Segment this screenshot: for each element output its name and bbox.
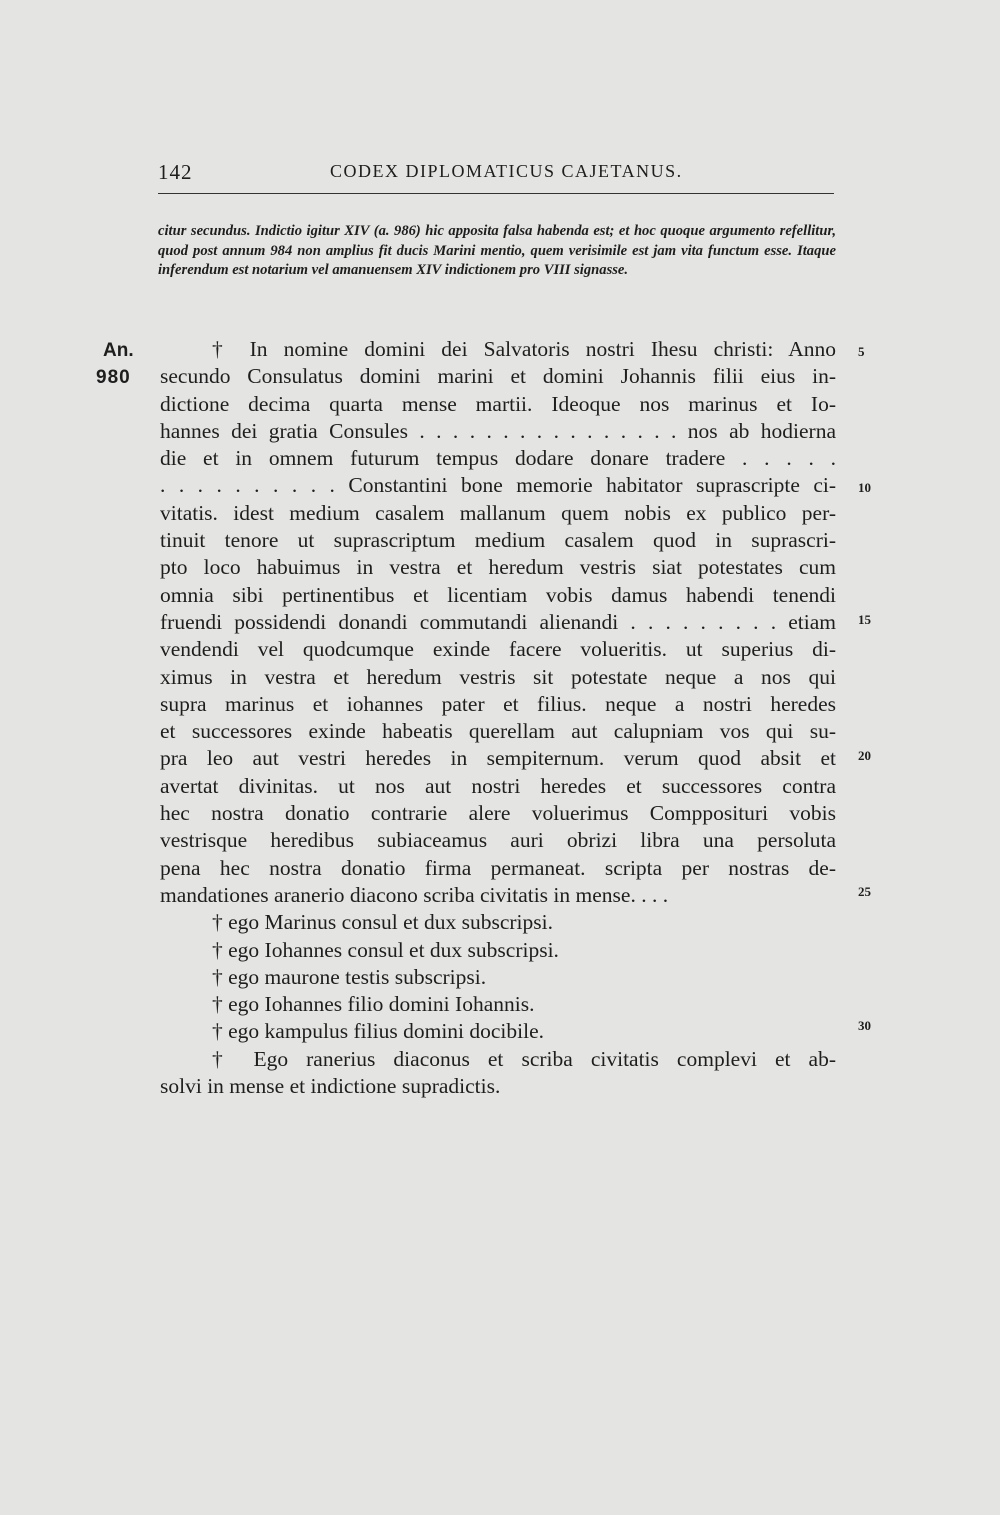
page-header (158, 160, 838, 190)
line-number: 5 (858, 344, 865, 359)
body-line: hec nostra donatio contrarie alere voluerimus Compposituri vobis (160, 801, 836, 826)
line-number: 10 (858, 480, 871, 495)
body-line: pto loco habuimus in vestra et heredum vestris siat potestates cum (160, 555, 836, 580)
body-line: secundo Consulatus domini marini et domini Johannis filii eius in- (160, 364, 836, 389)
body-line: † In nomine domini dei Salvatoris nostri Ihesu christi: Anno (212, 337, 836, 361)
body-line: solvi in mense et indictione supradictis. (160, 1074, 501, 1099)
header-rule (158, 193, 834, 194)
footnote: citur secundus. Indictio igitur XIV (a. 986) hic apposita falsa habenda est; et hoc quoque argumento refellitur, quod post annum 984 non amplius fit ducis Marini mentio, quem verisimile est jam vita functum esse. Itaque inferendum est notarium vel amanuensem XIV indictionem pro VIII signasse. (158, 223, 836, 279)
body-line: ximus in vestra et heredum vestris sit potestate neque a nos qui (160, 664, 836, 689)
body-line: avertat divinitas. ut nos aut nostri heredes et successores contra (160, 773, 836, 798)
body-line: vitatis. idest medium casalem mallanum quem nobis ex publico per- (160, 500, 836, 525)
line-number: 15 (858, 612, 871, 627)
running-title: CODEX DIPLOMATICUS CAJETANUS. (330, 161, 683, 181)
body-line: vestrisque heredibus subiaceamus auri obrizi libra una persoluta (160, 828, 836, 853)
signature-line: † ego Iohannes consul et dux subscripsi. (212, 937, 559, 962)
body-line: tinuit tenore ut suprascriptum medium casalem quod in suprascri- (160, 528, 836, 553)
body-line: pena hec nostra donatio firma permaneat. scripta per nostras de- (160, 855, 836, 880)
signature-line: † ego maurone testis subscripsi. (212, 964, 487, 989)
year-label-an: An. (103, 340, 134, 361)
body-line: et successores exinde habeatis querellam aut calupniam vos qui su- (160, 719, 836, 744)
signature-line: † ego kampulus filius domini docibile. (212, 1019, 545, 1044)
body-line: mandationes aranerio diacono scriba civitatis in mense. . . . (160, 882, 669, 907)
signature-line: † ego Marinus consul et dux subscripsi. (212, 910, 553, 935)
body-line: supra marinus et iohannes pater et filius. neque a nostri heredes (160, 691, 836, 716)
body-line: pra leo aut vestri heredes in sempiternum. verum quod absit et (160, 746, 836, 771)
body-line: dictione decima quarta mense martii. Ideoque nos marinus et Io- (160, 391, 836, 416)
signature-line: † Ego ranerius diaconus et scriba civitatis complevi et ab- (212, 1046, 836, 1071)
body-line: omnia sibi pertinentibus et licentiam vobis damus habendi tenendi (160, 582, 836, 607)
page-number: 142 (158, 160, 193, 184)
document-body (160, 336, 836, 1100)
line-number: 20 (858, 748, 871, 763)
body-line: fruendi possidendi donandi commutandi alienandi . . . . . . . . . etiam (160, 609, 836, 634)
signature-line: † ego Iohannes filio domini Iohannis. (212, 992, 535, 1017)
body-line: vendendi vel quodcumque exinde facere volueritis. ut superius di- (160, 637, 836, 662)
body-line: die et in omnem futurum tempus dodare donare tradere . . . . . (160, 446, 836, 471)
body-line: . . . . . . . . . . Constantini bone memorie habitator suprascripte ci- (160, 473, 836, 498)
body-line: hannes dei gratia Consules . . . . . . . . . . . . . . . . nos ab hodierna (160, 418, 836, 443)
year-label-year: 980 (96, 367, 131, 388)
line-number: 25 (858, 884, 871, 899)
line-number: 30 (858, 1018, 871, 1033)
